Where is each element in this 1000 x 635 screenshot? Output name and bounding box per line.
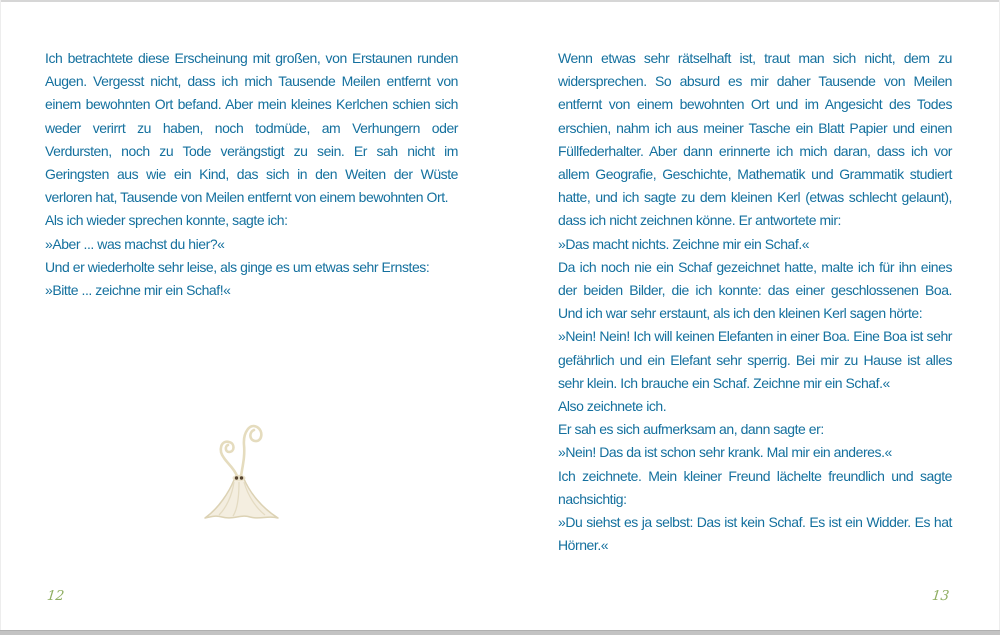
paragraph-dialogue: »Das macht nichts. Zeichne mir ein Schaf.« xyxy=(558,235,810,252)
crater-rim xyxy=(233,475,246,481)
top-edge-divider xyxy=(0,0,1000,2)
smoke-swirl-right xyxy=(241,426,261,476)
paragraph-narration: Wenn etwas sehr rätselhaft ist, traut man sich nicht, dem zu widersprechen. So absurd es mir daher Tausende von Meilen entfernt von einem bewohnten Ort und im Angesicht des Todes erschien, nahm ich aus meiner Tasche ein Blatt Papier und einen Füllfederhalter. Aber dann erinnerte ich mich daran, dass ich vor allem Geografie, Geschichte, Mathematik und Grammatik studiert hatte, und ich sagte zu dem kleinen Kerl (etwas schlecht gelaunt), dass ich nicht zeichnen könne. Er antwortete mir: xyxy=(558,50,952,229)
paragraph-narration: Als ich wieder sprechen konnte, sagte ich: xyxy=(45,212,288,229)
paragraph-narration: Ich betrachtete diese Erscheinung mit großen, von Erstaunen runden Augen. Vergesst nicht, dass ich mich Tausende Meilen entfernt von einem bewohnten Ort befand. Aber mein kleines Kerlchen schien sich weder verirrt zu haben, noch todmüde, am Verhungern oder Verdursten, noch zu Tode verängstigt zu sein. Er sah nicht im Geringsten aus wie ein Kind, das sich in den Weiten der Wüste verloren hat, Tausende von Meilen entfernt von einem bewohnten Ort. xyxy=(45,50,458,206)
paragraph-narration: Da ich noch nie ein Schaf gezeichnet hatte, malte ich für ihn eines der beiden Bilder, die ich konnte: das einer geschlossenen Boa. Und ich war sehr erstaunt, als ich den kleinen Kerl sagen hörte: xyxy=(558,258,952,322)
smoke-swirl-left xyxy=(221,442,237,476)
right-page-text xyxy=(558,47,952,557)
paragraph-dialogue: »Aber ... was machst du hier?« xyxy=(45,235,225,252)
left-edge-divider xyxy=(0,0,1,635)
paragraph-dialogue: »Nein! Nein! Ich will keinen Elefanten in einer Boa. Eine Boa ist sehr gefährlich und ein Elefant sehr sperrig. Bei mir zu Hause ist alles sehr klein. Ich brauche ein Schaf. Zeichne mir ein Schaf.« xyxy=(558,328,952,391)
paragraph-narration: Also zeichnete ich. xyxy=(558,398,667,415)
paragraph-dialogue: »Nein! Das da ist schon sehr krank. Mal mir ein anderes.« xyxy=(558,444,892,461)
left-page-text xyxy=(45,47,458,302)
bottom-edge-divider xyxy=(0,630,1000,635)
volcano-smoke-illustration xyxy=(184,414,304,526)
crater-dot xyxy=(240,476,243,479)
page-number-right: 13 xyxy=(931,588,951,604)
page-number-left: 12 xyxy=(46,588,66,604)
paragraph-narration: Und er wiederholte sehr leise, als ginge es um etwas sehr Ernstes: xyxy=(45,258,430,275)
paragraph-narration: Er sah es sich aufmerksam an, dann sagte er: xyxy=(558,421,824,438)
paragraph-dialogue: »Bitte ... zeichne mir ein Schaf!« xyxy=(45,282,231,299)
crater-dot xyxy=(235,476,238,479)
volcano-body xyxy=(205,476,278,518)
paragraph-narration: Ich zeichnete. Mein kleiner Freund lächelte freundlich und sagte nachsichtig: xyxy=(558,467,952,507)
paragraph-dialogue: »Du siehst es ja selbst: Das ist kein Schaf. Es ist ein Widder. Es hat Hörner.« xyxy=(558,514,952,554)
